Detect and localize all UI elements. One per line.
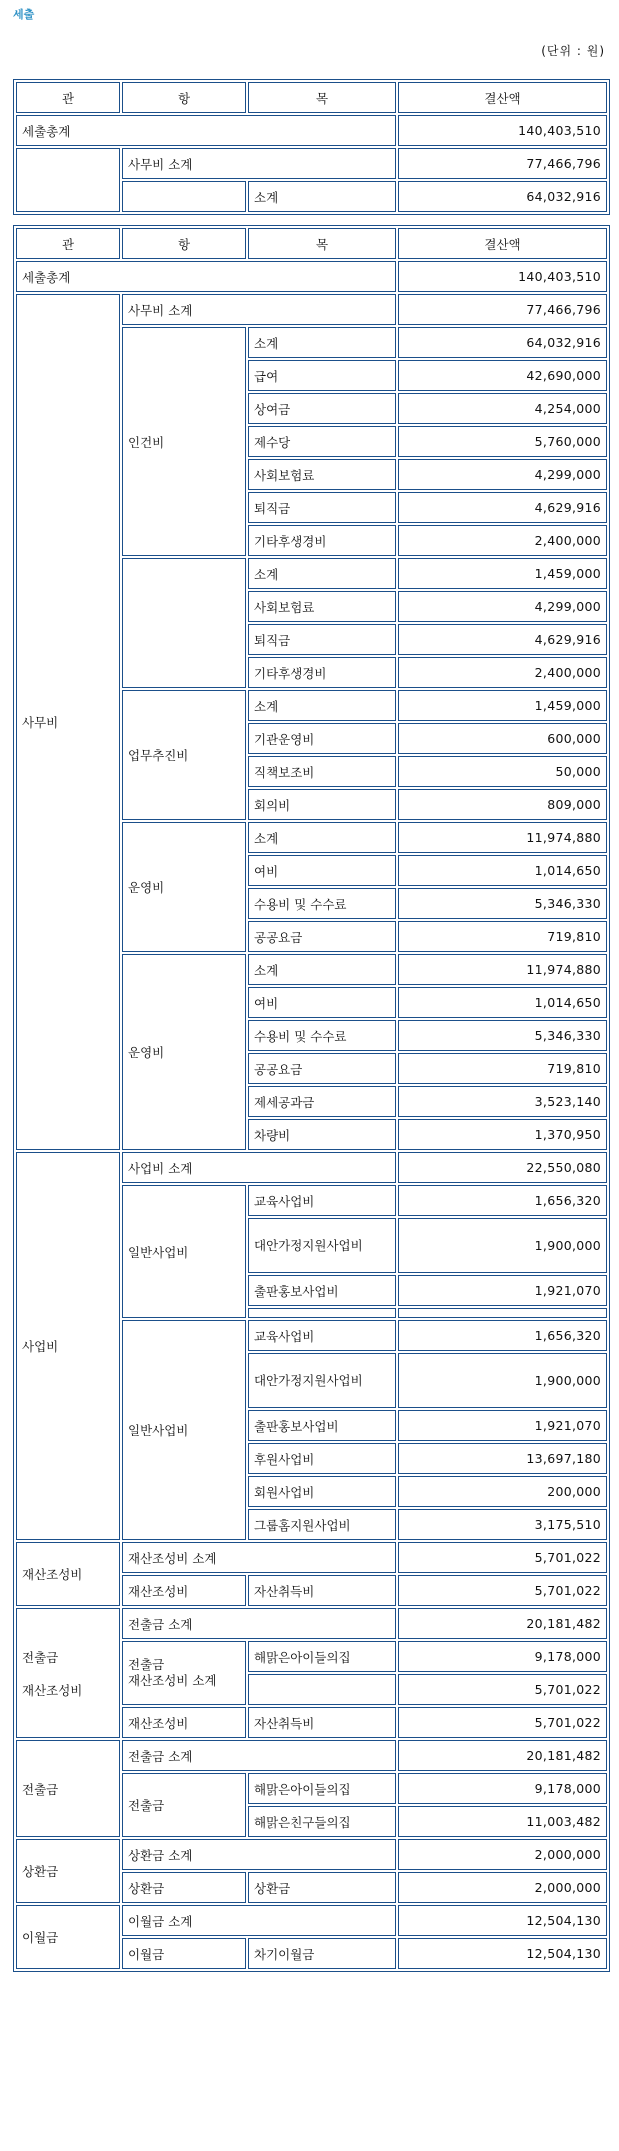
- hang-jeonchul-label: 전출금: [128, 1657, 165, 1672]
- mok-cell: 기타후생경비: [248, 657, 396, 688]
- header-mok: 목: [248, 82, 396, 113]
- amount-cell: 1,656,320: [398, 1185, 607, 1216]
- mok-cell: 급여: [248, 360, 396, 391]
- subtotal-value: 20,181,482: [398, 1740, 607, 1771]
- table-header-row: [16, 82, 607, 113]
- total-label: 세출총계: [16, 115, 396, 146]
- amount-cell: 2,400,000: [398, 525, 607, 556]
- mok-cell: 후원사업비: [248, 1443, 396, 1474]
- table-row: [16, 261, 607, 292]
- mok-cell: 회원사업비: [248, 1476, 396, 1507]
- hang-cell: [122, 181, 246, 212]
- amount-cell: 64,032,916: [398, 327, 607, 358]
- mok-cell: 교육사업비: [248, 1320, 396, 1351]
- mok-cell: 자산취득비: [248, 1707, 396, 1738]
- subtotal-value: 5,701,022: [398, 1542, 607, 1573]
- header-amount: 결산액: [398, 82, 607, 113]
- hang-eommu: 업무추진비: [122, 690, 246, 820]
- gwan-saeop: 사업비: [16, 1152, 120, 1540]
- table-row: [16, 1905, 607, 1936]
- detail-table: [13, 225, 610, 1972]
- hang-iwol: 이월금: [122, 1938, 246, 1969]
- amount-cell: 2,400,000: [398, 657, 607, 688]
- hang-ingeon: 인건비: [122, 327, 246, 556]
- amount-cell: 9,178,000: [398, 1641, 607, 1672]
- amount-cell: 2,000,000: [398, 1872, 607, 1903]
- gwan-jeonchul-2: 전출금: [16, 1740, 120, 1837]
- amount-cell: 1,900,000: [398, 1218, 607, 1273]
- mok-cell: 회의비: [248, 789, 396, 820]
- mok-cell: 소계: [248, 690, 396, 721]
- hang-jeonchul-sub: 재산조성비 소계: [128, 1673, 217, 1688]
- mok-cell: 사회보험료: [248, 459, 396, 490]
- mok-cell: [248, 1674, 396, 1705]
- amount-cell: 9,178,000: [398, 1773, 607, 1804]
- gwan-jeonchul: [16, 1608, 120, 1738]
- hang-blank: [122, 558, 246, 688]
- amount-cell: 1,014,650: [398, 855, 607, 886]
- mok-cell: 차기이월금: [248, 1938, 396, 1969]
- mok-cell: 기관운영비: [248, 723, 396, 754]
- amount-cell: 600,000: [398, 723, 607, 754]
- subtotal-label: 전출금 소계: [122, 1740, 396, 1771]
- mok-cell: 공공요금: [248, 921, 396, 952]
- amount-cell: 1,014,650: [398, 987, 607, 1018]
- hang-sanghwan: 상환금: [122, 1872, 246, 1903]
- mok-cell: 출판홍보사업비: [248, 1410, 396, 1441]
- subtotal-label: 재산조성비 소계: [122, 1542, 396, 1573]
- gwan-iwol: 이월금: [16, 1905, 120, 1969]
- table-row: [16, 1740, 607, 1771]
- mok-cell: 수용비 및 수수료: [248, 888, 396, 919]
- amount-cell: 719,810: [398, 1053, 607, 1084]
- mok-cell: 소계: [248, 954, 396, 985]
- mok-cell: 해맑은아이들의집: [248, 1641, 396, 1672]
- table-row: [16, 148, 607, 179]
- subtotal-label: 사업비 소계: [122, 1152, 396, 1183]
- subtotal-label: 이월금 소계: [122, 1905, 396, 1936]
- amount-cell: 200,000: [398, 1476, 607, 1507]
- gwan-samu: 사무비: [16, 294, 120, 1150]
- header-gwan: 관: [16, 82, 120, 113]
- mok-cell: 여비: [248, 855, 396, 886]
- subtotal-value: 77,466,796: [398, 294, 607, 325]
- hang-jeonchul: [122, 1641, 246, 1705]
- gwan-jeonchul-label: 전출금: [22, 1649, 59, 1665]
- amount-cell: [398, 1308, 607, 1318]
- mok-cell: 상환금: [248, 1872, 396, 1903]
- amount-cell: 5,760,000: [398, 426, 607, 457]
- mok-cell: 자산취득비: [248, 1575, 396, 1606]
- amount-cell: 4,254,000: [398, 393, 607, 424]
- amount-cell: 1,900,000: [398, 1353, 607, 1408]
- mok-cell: 소계: [248, 327, 396, 358]
- mok-cell: 제세공과금: [248, 1086, 396, 1117]
- amount-cell: 4,299,000: [398, 459, 607, 490]
- amount-cell: 1,656,320: [398, 1320, 607, 1351]
- amount-cell: 50,000: [398, 756, 607, 787]
- header-gwan: 관: [16, 228, 120, 259]
- amount-cell: 5,701,022: [398, 1707, 607, 1738]
- mok-cell: 기타후생경비: [248, 525, 396, 556]
- mok-cell: 출판홍보사업비: [248, 1275, 396, 1306]
- hang-jeonchul-2: 전출금: [122, 1773, 246, 1837]
- mok-cell: 그룹홈지원사업비: [248, 1509, 396, 1540]
- table-row: [16, 115, 607, 146]
- page-title: 세출: [13, 8, 35, 21]
- table-row: [16, 1542, 607, 1573]
- amount-cell: 12,504,130: [398, 1938, 607, 1969]
- amount-cell: 11,974,880: [398, 822, 607, 853]
- amount-cell: 809,000: [398, 789, 607, 820]
- mok-cell: 직책보조비: [248, 756, 396, 787]
- subtotal-label: 전출금 소계: [122, 1608, 396, 1639]
- table-row: [16, 294, 607, 325]
- mok-cell: 차량비: [248, 1119, 396, 1150]
- amount-cell: 5,701,022: [398, 1674, 607, 1705]
- amount-cell: 719,810: [398, 921, 607, 952]
- table-row: [16, 1839, 607, 1870]
- amount-cell: 4,629,916: [398, 624, 607, 655]
- total-value: 140,403,510: [398, 115, 607, 146]
- amount-cell: 64,032,916: [398, 181, 607, 212]
- header-hang: 항: [122, 82, 246, 113]
- hang-unyeong: 운영비: [122, 822, 246, 952]
- amount-cell: 13,697,180: [398, 1443, 607, 1474]
- mok-cell: 해맑은친구들의집: [248, 1806, 396, 1837]
- amount-cell: 42,690,000: [398, 360, 607, 391]
- amount-cell: 4,299,000: [398, 591, 607, 622]
- hang-unyeong-2: 운영비: [122, 954, 246, 1150]
- summary-table: [13, 79, 610, 215]
- table-header-row: [16, 228, 607, 259]
- mok-cell: 소계: [248, 558, 396, 589]
- mok-cell: 소계: [248, 822, 396, 853]
- amount-cell: 1,921,070: [398, 1410, 607, 1441]
- mok-cell: 퇴직금: [248, 624, 396, 655]
- amount-cell: 11,003,482: [398, 1806, 607, 1837]
- subtotal-label: 사무비 소계: [122, 294, 396, 325]
- amount-cell: 5,701,022: [398, 1575, 607, 1606]
- amount-cell: 1,370,950: [398, 1119, 607, 1150]
- header-amount: 결산액: [398, 228, 607, 259]
- mok-cell: 해맑은아이들의집: [248, 1773, 396, 1804]
- mok-cell: 수용비 및 수수료: [248, 1020, 396, 1051]
- subtotal-value: 12,504,130: [398, 1905, 607, 1936]
- amount-cell: 3,175,510: [398, 1509, 607, 1540]
- mok-cell: 공공요금: [248, 1053, 396, 1084]
- unit-label: (단위 : 원): [541, 44, 605, 58]
- mok-cell: 상여금: [248, 393, 396, 424]
- amount-cell: 1,921,070: [398, 1275, 607, 1306]
- gwan-sanghwan: 상환금: [16, 1839, 120, 1903]
- mok-cell: 소계: [248, 181, 396, 212]
- subtotal-value: 20,181,482: [398, 1608, 607, 1639]
- subtotal-value: 22,550,080: [398, 1152, 607, 1183]
- mok-cell: 퇴직금: [248, 492, 396, 523]
- mok-cell: 교육사업비: [248, 1185, 396, 1216]
- hang-jaesan: 재산조성비: [122, 1575, 246, 1606]
- hang-ilban: 일반사업비: [122, 1185, 246, 1318]
- subtotal-value: 77,466,796: [398, 148, 607, 179]
- amount-cell: 3,523,140: [398, 1086, 607, 1117]
- mok-cell: 대안가정지원사업비: [248, 1353, 396, 1408]
- amount-cell: 1,459,000: [398, 558, 607, 589]
- hang-ilban-2: 일반사업비: [122, 1320, 246, 1540]
- gwan-jaesan-label: 재산조성비: [22, 1682, 83, 1698]
- mok-cell: [248, 1308, 396, 1318]
- gwan-cell: [16, 148, 120, 212]
- amount-cell: 5,346,330: [398, 888, 607, 919]
- header-mok: 목: [248, 228, 396, 259]
- mok-cell: 여비: [248, 987, 396, 1018]
- mok-cell: 대안가정지원사업비: [248, 1218, 396, 1273]
- mok-cell: 제수당: [248, 426, 396, 457]
- header-hang: 항: [122, 228, 246, 259]
- subtotal-value: 2,000,000: [398, 1839, 607, 1870]
- subtotal-label: 사무비 소계: [122, 148, 396, 179]
- mok-cell: 사회보험료: [248, 591, 396, 622]
- table-row: [16, 1152, 607, 1183]
- amount-cell: 1,459,000: [398, 690, 607, 721]
- total-value: 140,403,510: [398, 261, 607, 292]
- hang-jaesan-2: 재산조성비: [122, 1707, 246, 1738]
- total-label: 세출총계: [16, 261, 396, 292]
- amount-cell: 4,629,916: [398, 492, 607, 523]
- subtotal-label: 상환금 소계: [122, 1839, 396, 1870]
- table-row: [16, 1608, 607, 1639]
- amount-cell: 5,346,330: [398, 1020, 607, 1051]
- gwan-jaesan: 재산조성비: [16, 1542, 120, 1606]
- amount-cell: 11,974,880: [398, 954, 607, 985]
